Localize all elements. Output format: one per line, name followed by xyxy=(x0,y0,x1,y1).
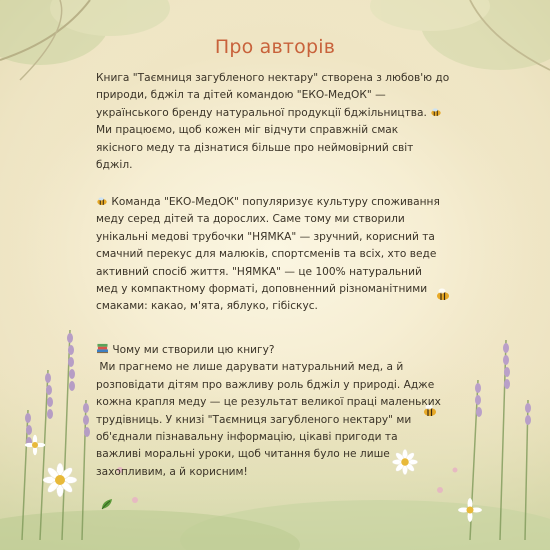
text-line xyxy=(96,342,464,359)
text-span: Чому ми створили цю книгу? xyxy=(112,344,275,356)
page-title: Про авторів xyxy=(214,36,336,58)
text-line: мед у компактному форматі, доповненний різноманітними xyxy=(96,283,428,296)
books-icon xyxy=(96,343,109,354)
text-line: Ми прагнемо не лише дарувати натуральний мед, а й xyxy=(96,361,404,374)
text-line: Книга "Таємниця загубленого нектару" створена з любов'ю до xyxy=(96,72,450,84)
paragraph-why-book xyxy=(96,342,464,481)
text-line: активний спосіб життя. "НЯМКА" — це 100% натуральний xyxy=(96,265,422,278)
text-line xyxy=(96,194,464,211)
text-line: якісного меду та дізнатися більше про неймовірний світ xyxy=(96,141,414,154)
text-line: кожна крапля меду — це результат великої праці маленьких xyxy=(96,396,441,409)
text-line: смаками: какао, м'ята, яблуко, гібіскус. xyxy=(96,300,318,313)
bee-icon xyxy=(430,108,442,117)
text-line: важливі моральні уроки, щоб читання було не лише xyxy=(96,448,390,461)
text-line: розповідати дітям про важливу роль бджіл у природі. Адже xyxy=(96,378,435,391)
text-line: захопливим, а й корисним! xyxy=(96,465,248,478)
text-line: унікальні медові трубочки "НЯМКА" — зручний, корисний та xyxy=(96,230,435,243)
text-line: смачний перекус для малюків, спортсменів та всіх, хто веде xyxy=(96,248,437,261)
text-span: Команда "ЕКО-МедОК" популяризує культуру споживання xyxy=(111,196,440,208)
bee-icon xyxy=(96,197,108,206)
text-line: об'єднали пізнавальну інформацію, цікаві пригоди та xyxy=(96,431,398,444)
paragraph-about-book xyxy=(96,70,464,174)
text-line: трудівниць. У книзі "Таємниця загубленого нектару" ми xyxy=(96,413,412,426)
text-line: бджіл. xyxy=(96,159,133,172)
text-line: природи, бджіл та дітей командою "ЕКО-МедОК" — xyxy=(96,89,386,102)
text-line xyxy=(96,105,464,122)
leaf-icon xyxy=(100,498,114,513)
text-line: меду серед дітей та дорослих. Саме тому ми створили xyxy=(96,213,405,226)
text-span: українського бренду натуральної продукції бджільництва. xyxy=(96,106,427,119)
paragraph-team xyxy=(96,194,464,316)
text-line: Ми працюємо, щоб кожен міг відчути справжній смак xyxy=(96,124,399,137)
